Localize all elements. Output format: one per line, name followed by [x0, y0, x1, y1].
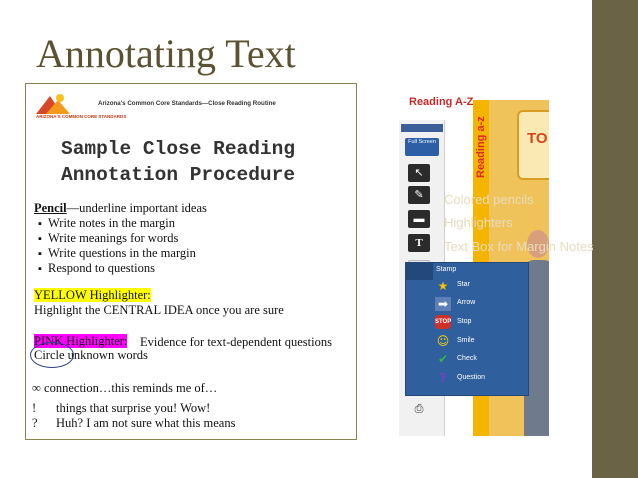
connection-text: connection…this reminds me of… [40, 381, 218, 395]
reading-az-logo: Reading A-Z [409, 96, 474, 108]
arrow-icon: ➡ [435, 297, 451, 311]
surprise-text: things that surprise you! Wow! [56, 401, 211, 415]
bullet-item: ▪ Write meanings for words [38, 231, 178, 247]
pink-evidence-text: Evidence for text-dependent questions [140, 335, 332, 349]
yellow-label-line [34, 288, 151, 303]
check-icon: ✔ [437, 352, 449, 366]
pencil-label: Pencil [34, 201, 67, 215]
full-screen-button[interactable]: Full Screen [405, 138, 439, 156]
yellow-highlight-label: YELLOW Highlighter: [34, 288, 151, 302]
stamp-star[interactable]: Star [457, 281, 470, 288]
document-header: Arizona's Common Core Standards—Close Reading Routine [98, 100, 276, 107]
circle-text: unknown words [64, 348, 148, 362]
stamp-menu-header [405, 262, 433, 280]
document-title-line1: Sample Close Reading [61, 138, 296, 160]
stamp-arrow[interactable]: Arrow [457, 299, 476, 306]
pencil-text: —underline important ideas [66, 201, 207, 215]
document-title-line2: Annotation Procedure [61, 164, 296, 186]
label-colored-pencils: Colored pencils [444, 192, 534, 207]
infinity-icon: ∞ [32, 381, 41, 395]
book-cover [517, 110, 549, 180]
connection-line [32, 381, 217, 396]
question-icon: ? [439, 371, 447, 385]
star-icon: ★ [437, 279, 449, 293]
highlighter-tool-button[interactable]: ▬ [408, 210, 430, 228]
toolbar-drag-bar[interactable] [401, 124, 443, 132]
text-box-tool-button[interactable]: T [408, 234, 430, 252]
stamp-question[interactable]: Question [457, 374, 486, 381]
book-cover-text: TO [527, 130, 548, 147]
slide-side-bar [592, 0, 638, 478]
bullet-item: ▪ Write questions in the margin [38, 246, 196, 262]
stop-icon: STOP [435, 315, 451, 329]
document-title [61, 136, 295, 188]
circle-annotation [30, 342, 74, 368]
question-symbol: ? [32, 416, 38, 430]
question-text: Huh? I am not sure what this means [56, 416, 236, 430]
circle-label: Circle [34, 348, 65, 362]
annotation-procedure-document [25, 83, 357, 440]
pencil-line [34, 201, 207, 216]
logo-text: ARIZONA'S COMMON CORE STANDARDS [36, 114, 127, 119]
label-text-box: Text Box for Margin Notes [444, 239, 594, 254]
smile-icon: ☺ [436, 334, 450, 348]
yellow-text: Highlight the CENTRAL IDEA once you are sure [34, 303, 284, 317]
label-highlighters: Highlighters [444, 215, 513, 230]
pencil-tool-button[interactable]: ✎ [408, 186, 430, 204]
bullet-item: ▪ Respond to questions [38, 261, 155, 277]
exclaim-symbol: ! [32, 401, 37, 415]
stamp-smile[interactable]: Smile [457, 337, 475, 344]
stamp-menu-title: Stamp [436, 266, 457, 273]
pointer-tool-button[interactable]: ↖ [408, 164, 430, 182]
stamp-stop[interactable]: Stop [457, 318, 472, 325]
print-icon[interactable]: ⎙ [414, 403, 424, 415]
slide-title: Annotating Text [36, 31, 296, 76]
bullet-item: ▪ Write notes in the margin [38, 216, 175, 232]
pink-highlight-label: PINK Highlighter: [34, 334, 128, 348]
stamp-check[interactable]: Check [457, 355, 477, 362]
book-spine-title: Reading a-z [475, 116, 487, 178]
